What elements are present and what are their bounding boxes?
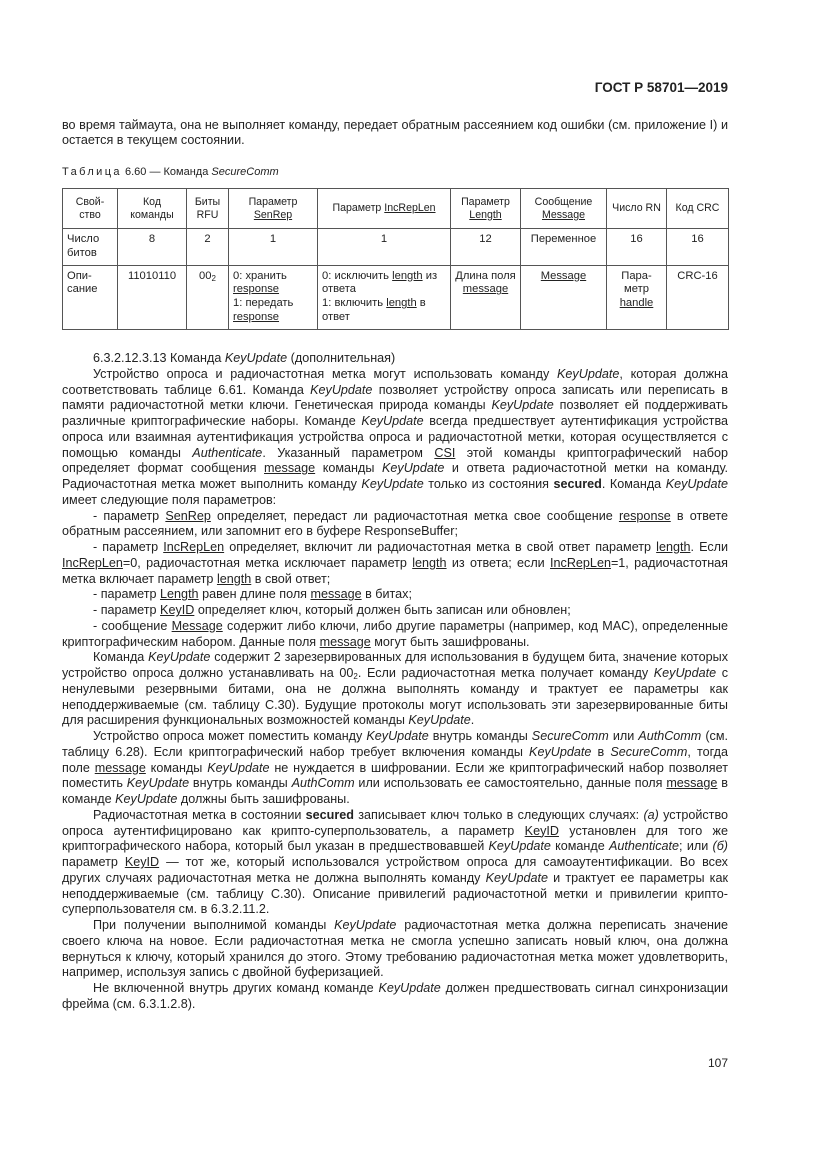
caption-number: 6.60 — Команда	[125, 166, 209, 178]
paragraph-3: Устройство опроса может поместить команду KeyUpdate внутрь команды SecureComm или AuthComm (см. таблицу 6.28). Если криптографический набор требует включения команды KeyUpdate в SecureComm, тогда поле message команды KeyUpdate не нуждается в шифровании. Если же криптографический набор позволяет поместить KeyUpdate внутрь команды AuthComm или использовать ее самостоятельно, данные поля message в команде KeyUpdate должны быть зашифрованы.	[62, 729, 728, 806]
paragraph-1: Устройство опроса и радиочастотная метка могут использовать команду KeyUpdate, которая должна соответствовать таблице 6.61. Команда KeyUpdate позволяет устройству опроса записать или переписать в памяти радиочастотной метки ключи. Генетическая природа команды KeyUpdate позволяет ей поддерживать различные криптографические наборы. Команде KeyUpdate всегда предшествует аутентификация устройства опроса или взаимная аутентификация устройства опроса и радиочастотной метки, которая осуществляется с помощью команды Authenticate. Указанный параметром CSI этой команды криптографический набор определяет формат сообщения message команды KeyUpdate и ответа радиочастотной метки на команду. Радиочастотная метка может выполнить команду KeyUpdate только из состояния secured. Команда KeyUpdate имеет следующие поля параметров:	[62, 366, 728, 507]
th-senrep: Параметр SenRep	[229, 189, 318, 229]
bullet-length: - параметр Length равен длине поля message в битах;	[93, 587, 412, 602]
bullet-keyid: - параметр KeyID определяет ключ, который должен быть записан или обновлен;	[93, 603, 571, 617]
cell-bits-length: 12	[451, 229, 521, 266]
paragraph-2: Команда KeyUpdate содержит 2 зарезервированных для использования в будущем бита, значение которых устройство опроса должно устанавливать на $00_2$. Если радиочастотная метка получает команду KeyUpdate с ненулевыми резервными битами, она не должна выполнять команду и трактует ее параметры как неподдерживаемые (см. таблицу С.30). Будущие протоколы могут использовать эти зарезервированные биты для расширения функциональных возможностей команды KeyUpdate.	[62, 650, 729, 728]
intro-paragraph: во время таймаута, она не выполняет команду, передает обратным рассеянием код ошибки (см. приложение I) и остается в текущем состоянии.	[62, 118, 728, 148]
th-length: Параметр Length	[451, 189, 521, 229]
paragraph-6: Не включенной внутрь других команд команде KeyUpdate должен предшествовать сигнал синхронизации фрейма (см. 6.3.1.2.8).	[62, 981, 728, 1011]
cell-desc-label: Опи-сание	[63, 265, 118, 329]
section-heading: 6.3.2.12.3.13 Команда KeyUpdate (дополнительная)	[93, 351, 396, 365]
cell-bits-increplen: 1	[318, 229, 451, 266]
securecomm-table	[62, 188, 729, 330]
table-caption	[62, 166, 279, 178]
cell-desc-senrep: 0: хранить response 1: передать response	[229, 265, 318, 329]
cell-desc-rfu: $00_2$	[187, 265, 229, 329]
cell-bits-code: 8	[118, 229, 187, 266]
th-increplen: Параметр IncRepLen	[318, 189, 451, 229]
bullet-message: - сообщение Message содержит либо ключи, либо другие параметры (например, код MAC), определенные криптографическим набором. Данные поля message могут быть зашифрованы.	[62, 618, 728, 649]
th-rn: Число RN	[607, 189, 667, 229]
cell-bits-rfu: 2	[187, 229, 229, 266]
cell-bits-rn: 16	[607, 229, 667, 266]
document-header: ГОСТ Р 58701—2019	[594, 80, 728, 95]
th-rfu-bits: Биты RFU	[187, 189, 229, 229]
th-property: Свой-ство	[63, 189, 118, 229]
page-number: 107	[707, 1056, 728, 1070]
th-command-code: Код команды	[118, 189, 187, 229]
table-row-description	[63, 265, 729, 329]
paragraph-5: При получении выполнимой команды KeyUpdate радиочастотная метка должна переписать значение своего ключа на новое. Если радиочастотная метка не смогла успешно записать новый ключ, она должна вернуться к ключу, который хранился до этого. Этому требованию радиочастотная метка может удовлетворить, например, используя запись с двойной буферизацией.	[62, 918, 728, 980]
bullet-increplen: - параметр IncRepLen определяет, включит ли радиочастотная метка в свой ответ параметр length. Если IncRepLen=0, радиочастотная метка исключает параметр length из ответа; если IncRepLen=1, радиочастотная метка включает параметр length в свой ответ;	[62, 540, 729, 586]
th-crc: Код CRC	[667, 189, 729, 229]
cell-desc-rn: Пара-метр handle	[607, 265, 667, 329]
table-row-bits	[63, 229, 729, 266]
cell-desc-increplen: 0: исключить length из ответа 1: включить length в ответ	[318, 265, 451, 329]
table-header-row	[63, 189, 729, 229]
cell-bits-crc: 16	[667, 229, 729, 266]
caption-command: SecureComm	[211, 166, 279, 178]
cell-bits-label: Число битов	[63, 229, 118, 266]
cell-desc-length: Длина поля message	[451, 265, 521, 329]
caption-word: Таблица	[62, 166, 122, 178]
cell-desc-code: 11010110	[118, 265, 187, 329]
bullet-senrep: - параметр SenRep определяет, передаст ли радиочастотная метка свое сообщение response в ответе обратным рассеянием, или запомнит его в буфере ResponseBuffer;	[62, 508, 728, 539]
paragraph-4: Радиочастотная метка в состоянии secured записывает ключ только в следующих случаях: (а) устройство опроса аутентифицировано как крипто-суперпользователь, а параметр KeyID установлен для того же криптографического набора, который был указан в предшествовавшей KeyUpdate команде Authenticate; или (б) параметр KeyID — тот же, который использовался устройством опроса для самоаутентификации. Во всех других случаях радиочастотная метка не должна выполнять команду KeyUpdate и трактует ее параметры как неподдерживаемые (см. таблицу С.30). Описание привилегий радиочастотной метки и привилегии крипто-суперпользователя см. в 6.3.2.11.2.	[62, 807, 729, 917]
th-message: Сообщение Message	[521, 189, 607, 229]
cell-bits-message: Переменное	[521, 229, 607, 266]
cell-desc-crc: CRC-16	[667, 265, 729, 329]
cell-bits-senrep: 1	[229, 229, 318, 266]
cell-desc-message: Message	[521, 265, 607, 329]
section-body	[62, 351, 728, 1013]
